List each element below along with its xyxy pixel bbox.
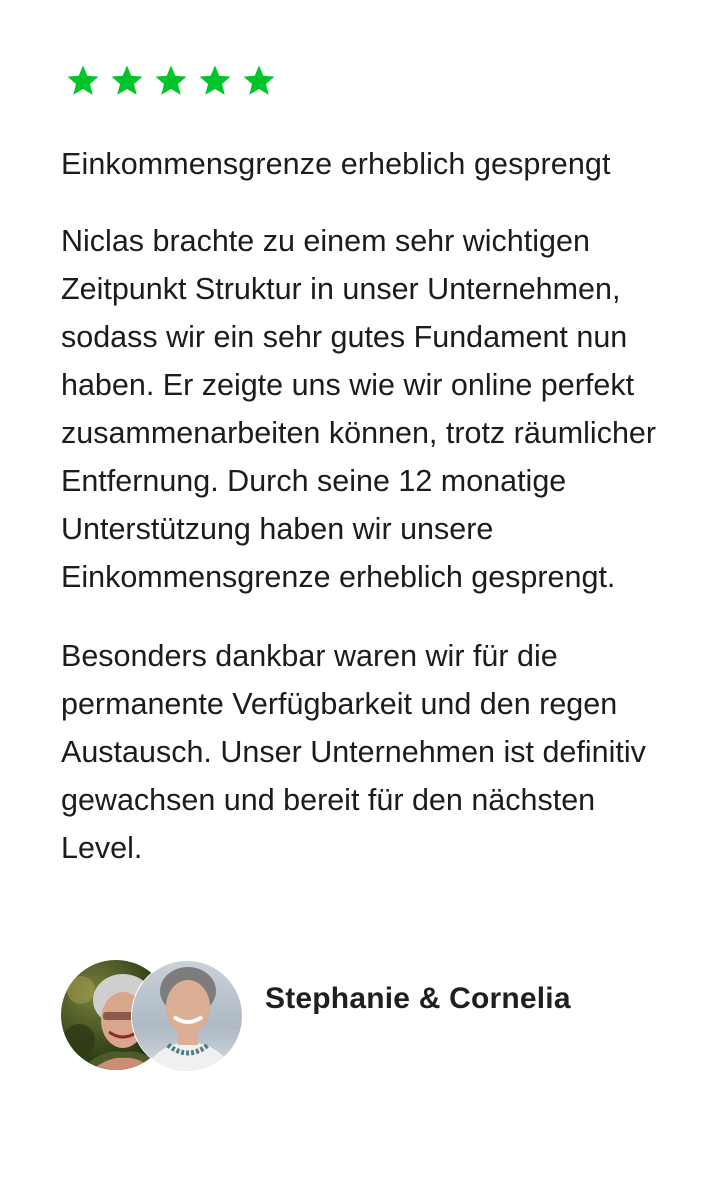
review-author	[61, 960, 571, 1072]
star-icon	[197, 64, 233, 96]
review-headline: Einkommensgrenze erheblich gesprengt	[61, 147, 611, 181]
star-icon	[65, 64, 101, 96]
star-icon	[109, 64, 145, 96]
avatar	[131, 960, 243, 1072]
star-icon	[241, 64, 277, 96]
author-name: Stephanie & Cornelia	[265, 982, 571, 1015]
review-paragraph: Niclas brachte zu einem sehr wichtigen Zeitpunkt Struktur in unser Unternehmen, sodass wir ein sehr gutes Fundament nun haben. Er zeigte uns wie wir online perfekt zusammenarbeiten können, trotz räumlicher Entfernung. Durch seine 12 monatige Unterstützung haben wir unsere Einkommensgrenze erheblich gesprengt.	[61, 224, 657, 594]
star-rating	[65, 64, 681, 96]
testimonial-card	[61, 64, 681, 872]
author-avatars	[61, 960, 241, 1072]
star-icon	[153, 64, 189, 96]
review-paragraph: Besonders dankbar waren wir für die permanente Verfügbarkeit und den regen Austausch. Unser Unternehmen ist definitiv gewachsen und bereit für den nächsten Level.	[61, 639, 646, 865]
